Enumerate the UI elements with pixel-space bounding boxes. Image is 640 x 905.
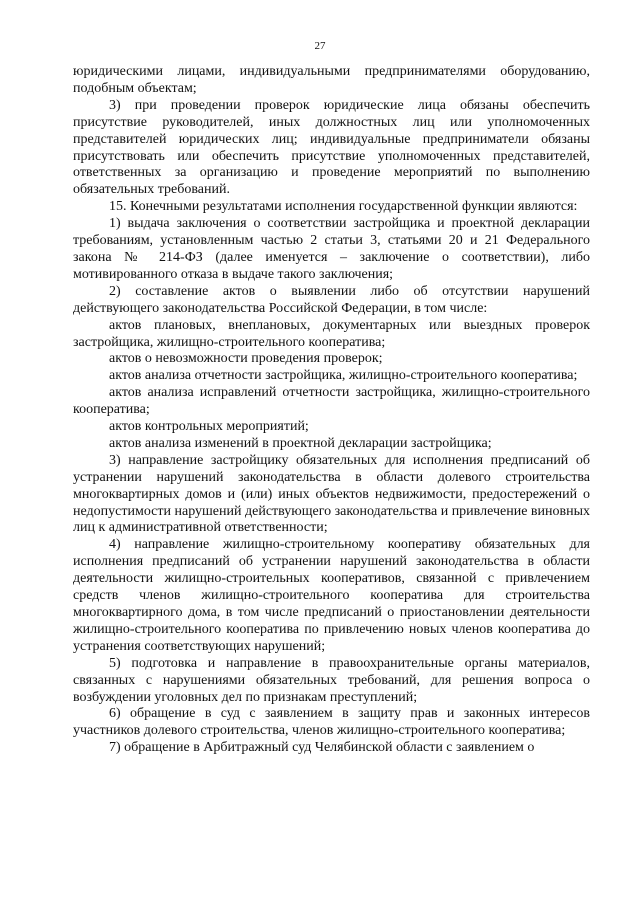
page-number: 27 — [314, 40, 326, 52]
paragraph: актов анализа отчетности застройщика, жилищно-строительного кооператива; — [109, 368, 578, 384]
paragraph: актов анализа исправлений отчетности застройщика, жилищно-строительного кооператива; — [73, 385, 590, 418]
paragraph: 2) составление актов о выявлении либо об отсутствии нарушений действующего законодательства Российской Федерации, в том числе: — [73, 283, 590, 316]
paragraph: 3) при проведении проверок юридические лица обязаны обеспечить присутствие руководителей, иных должностных лиц или уполномоченных представителей юридических лиц; индивидуальные предприниматели обязаны присутствовать или обеспечить присутствие уполномоченных представителей, ответственных за организацию и проведение мероприятий по выполнению обязательных требований. — [73, 97, 590, 198]
paragraph: актов о невозможности проведения проверок; — [109, 351, 383, 367]
paragraph: актов плановых, внеплановых, документарных или выездных проверок застройщика, жилищно-строительного кооператива; — [73, 317, 590, 350]
paragraph: актов анализа изменений в проектной декларации застройщика; — [109, 435, 492, 451]
paragraph: актов контрольных мероприятий; — [109, 419, 309, 435]
paragraph: юридическими лицами, индивидуальными предпринимателями оборудованию, подобным объектам; — [73, 64, 590, 96]
paragraph: 5) подготовка и направление в правоохранительные органы материалов, связанных с нарушениями обязательных требований, для решения вопроса о возбуждении уголовных дел по признакам преступлений; — [73, 655, 590, 705]
paragraph: 7) обращение в Арбитражный суд Челябинской области с заявлением о — [109, 740, 535, 756]
paragraph: 3) направление застройщику обязательных для исполнения предписаний об устранении нарушений законодательства в области долевого строительства многоквартирных домов и (или) иных объектов недвижимости, предостережений о недопустимости нарушений действующего законодательства и привлечение виновных лиц к административной ответственности; — [73, 452, 591, 536]
document-body — [73, 64, 590, 757]
paragraph: 6) обращение в суд с заявлением в защиту прав и законных интересов участников долевого строительства, членов жилищно-строительного кооператива; — [73, 706, 590, 739]
paragraph: 1) выдача заключения о соответствии застройщика и проектной декларации требованиям, установленным частью 2 статьи 3, статьями 20 и 21 Федерального закона № 214-ФЗ (далее именуется – заключение о соответствии), либо мотивированного отказа в выдаче такого заключения; — [73, 216, 590, 282]
paragraph: 15. Конечными результатами исполнения государственной функции являются: — [109, 199, 578, 215]
paragraph: 4) направление жилищно-строительному кооперативу обязательных для исполнения предписаний об устранении нарушений законодательства в области деятельности жилищно-строительных кооперативов, связанной с привлечением средств членов жилищно-строительного кооператива для строительства многоквартирного дома, в том числе предписаний о приостановлении деятельности жилищно-строительного кооператива по привлечению новых членов кооператива до устранения соответствующих нарушений; — [73, 537, 590, 654]
